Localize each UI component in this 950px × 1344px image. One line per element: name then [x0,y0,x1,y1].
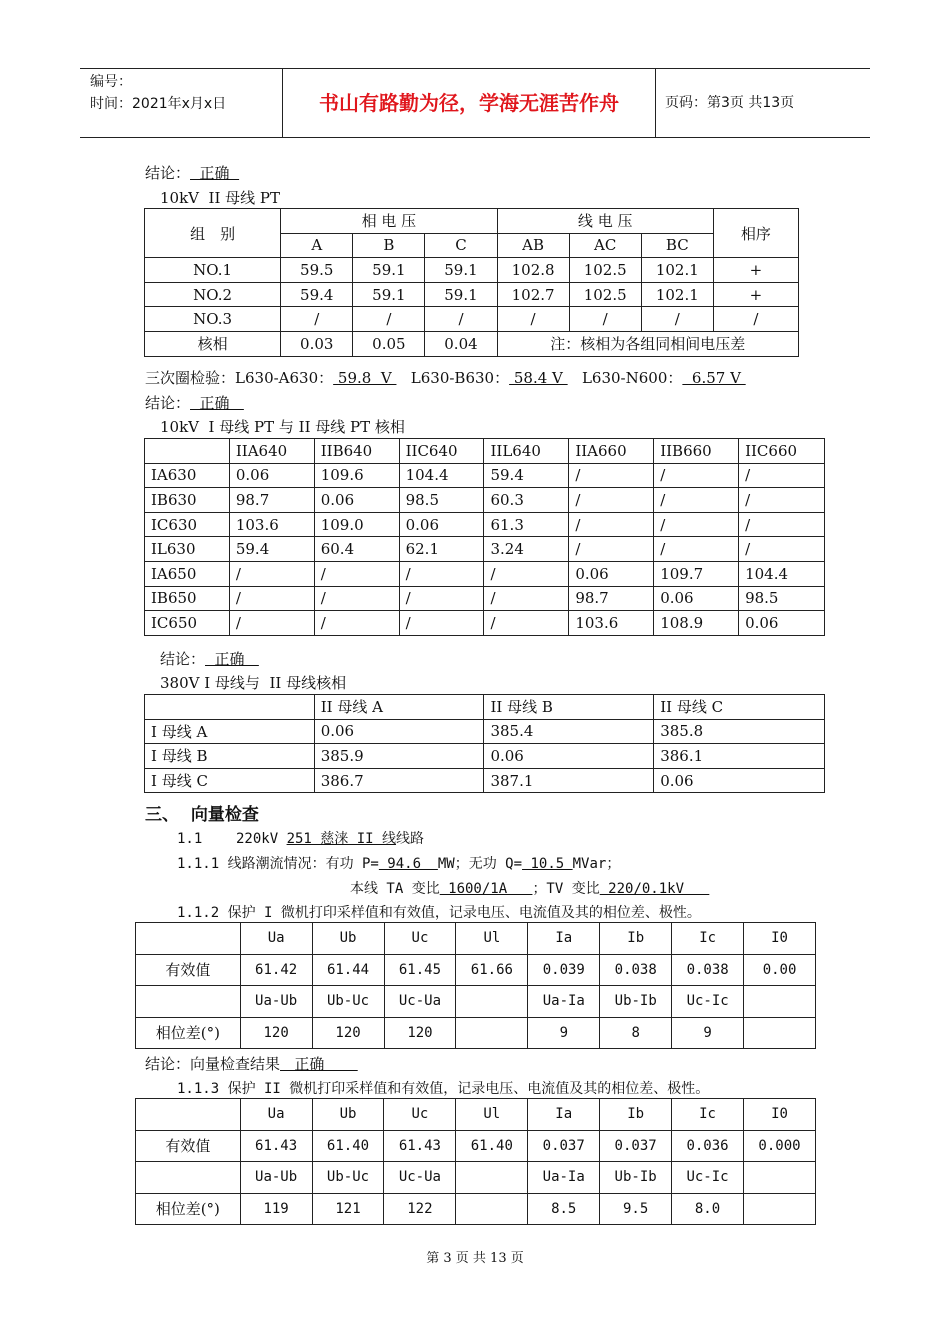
cell: 102.5 [569,282,641,307]
cell: 60.3 [484,488,569,513]
table-row [136,1162,816,1194]
tv-ratio-label: ；TV 变比 [532,881,600,897]
conclusion-4 [145,1053,358,1074]
item-suffix: 线路 [396,831,425,847]
cell: 0.037 [600,1130,672,1162]
cell: Ua-Ub [240,1162,312,1194]
header-cell: IIA640 [229,439,314,464]
cell: Uc-Ua [384,986,456,1018]
cell: / [281,307,353,332]
cell: / [399,611,484,636]
cell: / [569,537,654,562]
header-cell: Uc [384,1099,456,1131]
conclusion-1 [145,162,239,183]
cell: 相位差(°) [136,1017,241,1049]
cell: / [484,586,569,611]
ta-ratio-label: 本线 TA 变比 [350,881,440,897]
table-row [145,307,799,332]
cell: 109.6 [314,463,399,488]
coil-check-label: 三次圈检验： [145,369,236,387]
table-row [136,1017,816,1049]
cell: IB630 [145,488,230,513]
table-row [145,512,825,537]
line-1-1-2: 1.1.2 保护 I 微机打印采样值和有效值，记录电压、电流值及其的相位差、极性。 [177,905,701,921]
tv-ratio-value: 220/0.1kV [599,881,710,897]
pt2-title: 10kV II 母线 PT [160,189,281,207]
cell: / [229,561,314,586]
cell: 102.8 [497,258,569,283]
cell: 0.000 [743,1130,815,1162]
cell: / [484,561,569,586]
coil-value: 6.57 V [682,369,746,387]
cell: 386.7 [314,768,484,793]
cell: / [569,488,654,513]
table-header-row [136,1099,816,1131]
table-row [136,1193,816,1225]
cell: 61.45 [384,954,456,986]
item-prefix: 1.1 220kV [177,831,287,847]
conclusion-value: 正确 [205,650,259,668]
line-1-1-1 [177,853,620,873]
header-meta [80,69,283,137]
cell: NO.3 [145,307,281,332]
protection-1-table [135,922,816,1049]
page-header [80,68,870,138]
cell: 61.43 [384,1130,456,1162]
table-header-row [136,923,816,955]
cell: 61.40 [456,1130,528,1162]
cell: 385.9 [314,744,484,769]
cell: 有效值 [136,954,241,986]
cell: 0.06 [399,512,484,537]
cell: / [497,307,569,332]
cell: 385.8 [654,719,825,744]
cell: / [569,512,654,537]
table-row [136,986,816,1018]
cell: 核相 [145,331,281,356]
conclusion-label: 结论： [145,394,191,412]
cell: / [654,512,739,537]
cell: 98.5 [399,488,484,513]
cell: 0.06 [314,488,399,513]
section-title: 向量检查 [190,805,259,825]
cell [136,1162,241,1194]
subheader: A [281,233,353,258]
cell: Uc-Ic [672,986,744,1018]
cell: 59.4 [484,463,569,488]
cell: 0.038 [600,954,672,986]
cell: 0.06 [654,768,825,793]
table-row [145,719,825,744]
cell: 0.036 [672,1130,744,1162]
cell: 122 [384,1193,456,1225]
sequence-header: 相序 [713,209,798,258]
header-page-label: 页码：第3页 共13页 [665,95,795,111]
coil-label: L630-N600： [581,369,683,387]
cell: 385.4 [484,719,654,744]
cell [456,1017,528,1049]
cell: / [641,307,713,332]
time-label: 时间：2021年x月x日 [90,96,227,112]
cell: 109.0 [314,512,399,537]
subheader: B [353,233,425,258]
cell: 9 [672,1017,744,1049]
cell: 62.1 [399,537,484,562]
coil-value: 59.8 V [333,369,397,387]
cell: 103.6 [229,512,314,537]
cell: IL630 [145,537,230,562]
header-cell: I0 [743,1099,815,1131]
cell: Ub-Uc [312,986,384,1018]
cell: 102.1 [641,258,713,283]
cell: + [713,258,798,283]
cell: 0.06 [739,611,825,636]
table-row [145,258,799,283]
cell: Ub-Ib [600,986,672,1018]
header-cell: II 母线 C [654,695,825,720]
table-row [145,537,825,562]
header-cell: II 母线 B [484,695,654,720]
conclusion-2 [145,392,244,413]
cell: 120 [240,1017,312,1049]
header-cell: Ib [600,923,672,955]
cell: / [654,537,739,562]
cell: 61.66 [456,954,528,986]
cell: / [399,561,484,586]
header-cell: Uc [384,923,456,955]
cell: 0.03 [281,331,353,356]
table-row [145,331,799,356]
cell: 8 [600,1017,672,1049]
cell: 0.06 [484,744,654,769]
cell: 有效值 [136,1130,241,1162]
header-cell: Ia [528,1099,600,1131]
cell: 0.038 [672,954,744,986]
cell: 108.9 [654,611,739,636]
cell: Uc-Ua [384,1162,456,1194]
table-header-row [145,439,825,464]
cell: Ua-Ia [528,1162,600,1194]
cell: / [314,561,399,586]
cell: 0.06 [569,561,654,586]
header-cell: IIC660 [739,439,825,464]
cell: 0.06 [654,586,739,611]
header-cell: Ub [312,1099,384,1131]
cell: 120 [312,1017,384,1049]
header-cell [136,1099,241,1131]
cell: / [353,307,425,332]
cell [136,986,241,1018]
cell: 3.24 [484,537,569,562]
cell: Ua-Ia [528,986,600,1018]
cell: 109.7 [654,561,739,586]
cell: / [713,307,798,332]
subheader: BC [641,233,713,258]
table-row [136,954,816,986]
cell: / [739,537,825,562]
cell: NO.2 [145,282,281,307]
cell: 59.1 [425,282,497,307]
cell: 61.44 [312,954,384,986]
subheader: C [425,233,497,258]
conclusion-label: 结论： [160,650,206,668]
cell: Ua-Ub [240,986,312,1018]
cell: / [314,586,399,611]
pt-cross-table [144,438,825,636]
header-cell: Ib [600,1099,672,1131]
header-cell: Ia [528,923,600,955]
cell [743,1193,815,1225]
cell: I 母线 A [145,719,315,744]
cell: / [654,488,739,513]
cell: 102.1 [641,282,713,307]
header-cell: IIL640 [484,439,569,464]
cell: IB650 [145,586,230,611]
cell: 相位差(°) [136,1193,241,1225]
cell: 61.40 [312,1130,384,1162]
ratio-line [350,878,709,898]
cell: I 母线 B [145,744,315,769]
cell: NO.1 [145,258,281,283]
group-header: 组 别 [145,209,281,258]
ta-ratio-value: 1600/1A [439,881,533,897]
line-voltage-header: 线 电 压 [497,209,713,234]
table-row [145,611,825,636]
cell: 103.6 [569,611,654,636]
page-footer: 第 3 页 共 13 页 [426,1251,524,1266]
pt2-table [144,208,799,357]
cell: 9.5 [600,1193,672,1225]
header-cell: Ul [456,923,528,955]
table-row [145,463,825,488]
header-cell: I0 [744,923,816,955]
header-cell [145,439,230,464]
cell: 102.5 [569,258,641,283]
cell: 8.5 [528,1193,600,1225]
cell: 121 [312,1193,384,1225]
cell: 8.0 [672,1193,744,1225]
cell: / [229,586,314,611]
cell: IA650 [145,561,230,586]
cell: 60.4 [314,537,399,562]
table-row [145,488,825,513]
cell [744,1017,816,1049]
table-row [145,282,799,307]
header-motto: 书山有路勤为径，学海无涯苦作舟 [283,69,656,137]
cell: 59.1 [353,282,425,307]
cell: 0.06 [229,463,314,488]
reactive-power-value: 10.5 [522,856,573,872]
subheader: AB [497,233,569,258]
cell: 9 [528,1017,600,1049]
header-cell: IIC640 [399,439,484,464]
cell: 104.4 [399,463,484,488]
conclusion-value: 正确 [190,164,240,182]
cell [456,1162,528,1194]
table-row [145,561,825,586]
coil-check-line [145,367,746,388]
table-row [145,768,825,793]
cell: I 母线 C [145,768,315,793]
header-cell: Ua [240,923,312,955]
cell: 0.04 [425,331,497,356]
cell: 59.1 [425,258,497,283]
cell: 59.4 [229,537,314,562]
header-cell: IIA660 [569,439,654,464]
table-row [145,586,825,611]
cell: 0.00 [744,954,816,986]
line-1-1 [177,828,424,848]
header-cell [145,695,315,720]
cell: / [654,463,739,488]
cell: + [713,282,798,307]
cell: IC630 [145,512,230,537]
cell: / [484,611,569,636]
cell: Ub-Uc [312,1162,384,1194]
cell: / [229,611,314,636]
pt-cross-title: 10kV I 母线 PT 与 II 母线 PT 核相 [160,418,405,436]
cell: 98.7 [229,488,314,513]
bus380-table [144,694,825,793]
conclusion-value: 正确 [190,394,244,412]
cell: 0.037 [528,1130,600,1162]
table-header-row [145,695,825,720]
table-row [145,744,825,769]
cell: / [569,307,641,332]
cell: / [569,463,654,488]
cell: 59.5 [281,258,353,283]
cell: 0.039 [528,954,600,986]
cell: 0.05 [353,331,425,356]
conclusion-label: 结论：向量检查结果 [145,1055,281,1073]
cell: 59.4 [281,282,353,307]
cell: / [739,512,825,537]
power-label: 1.1.1 线路潮流情况：有功 P= [177,856,379,872]
cell: 98.5 [739,586,825,611]
line-1-1-3: 1.1.3 保护 II 微机打印采样值和有效值，记录电压、电流值及其的相位差、极性。 [177,1081,710,1097]
cell: IC650 [145,611,230,636]
cell: / [399,586,484,611]
cell: 120 [384,1017,456,1049]
number-label: 编号： [90,74,132,90]
cell: 387.1 [484,768,654,793]
cell [743,1162,815,1194]
cell: 102.7 [497,282,569,307]
phase-voltage-header: 相 电 压 [281,209,497,234]
active-power-unit: MW；无功 Q= [437,856,523,872]
header-cell: Ic [672,923,744,955]
cell [456,1193,528,1225]
cell: 119 [240,1193,312,1225]
cell [456,986,528,1018]
cell: 61.42 [240,954,312,986]
cell: 61.43 [240,1130,312,1162]
cell: IA630 [145,463,230,488]
active-power-value: 94.6 [378,856,438,872]
header-cell: Ub [312,923,384,955]
header-cell [136,923,241,955]
cell: Ub-Ib [600,1162,672,1194]
section-heading [145,800,259,825]
header-cell: Ic [672,1099,744,1131]
coil-value: 58.4 V [509,369,568,387]
header-cell: Ua [240,1099,312,1131]
conclusion-label: 结论： [145,164,191,182]
cell: Uc-Ic [672,1162,744,1194]
reactive-power-unit: MVar； [572,856,621,872]
cell [744,986,816,1018]
cell: 59.1 [353,258,425,283]
line-name: 251 慈涞 II 线 [286,831,397,847]
header-cell: IIB640 [314,439,399,464]
bus380-title: 380V I 母线与 II 母线核相 [160,674,347,692]
cell: 386.1 [654,744,825,769]
header-cell: Ul [456,1099,528,1131]
subheader: AC [569,233,641,258]
conclusion-3 [160,648,259,669]
header-cell: II 母线 A [314,695,484,720]
coil-label: L630-B630： [410,369,510,387]
header-cell: IIB660 [654,439,739,464]
cell: / [425,307,497,332]
coil-label: L630-A630： [235,369,334,387]
cell: 98.7 [569,586,654,611]
cell: / [739,463,825,488]
section-number: 三、 [145,805,179,825]
protection-2-table [135,1098,816,1225]
cell: 104.4 [739,561,825,586]
cell: 61.3 [484,512,569,537]
cell: / [314,611,399,636]
cell: / [739,488,825,513]
cell: 0.06 [314,719,484,744]
conclusion-value: 正确 [280,1055,358,1073]
table-row [136,1130,816,1162]
check-note: 注：核相为各组同相间电压差 [497,331,798,356]
